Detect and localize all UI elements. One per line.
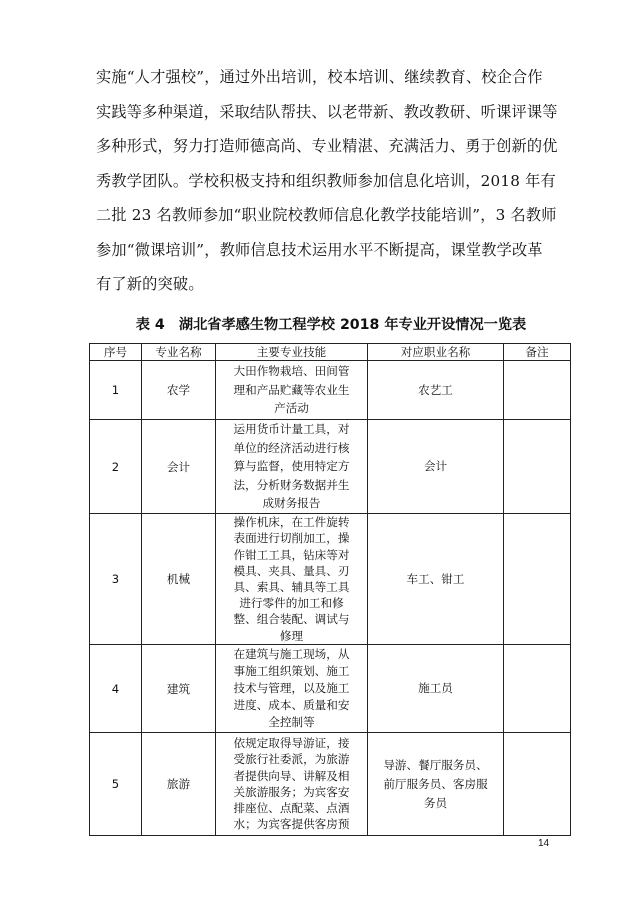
paragraph-line: 有了新的突破。 [96,275,204,293]
row-skills [216,733,368,836]
row-index: 4 [90,645,142,733]
job-line: 务员 [423,795,448,810]
row-note [504,514,571,645]
table-header-row [90,344,571,361]
table-row [90,514,571,645]
job-line: 农艺工 [418,382,453,397]
row-index: 2 [90,420,142,514]
skill-line: 进度、成本、质量和安 [233,698,350,712]
skill-line: 理和产品贮藏等农业生 [233,382,350,397]
row-note [504,361,571,420]
paragraph-line: 参加“微课培训”，教师信息技术运用水平不断提高，课堂教学改革 [96,240,543,259]
skill-line: 模具、夹具、量具、刃 [233,563,350,578]
paragraph-line: 实施“人才强校”，通过外出培训，校本培训、继续教育、校企合作 [96,68,543,86]
job-line: 导游、餐厅服务员、 [383,757,488,772]
job-line: 施工员 [418,681,453,695]
skill-line: 单位的经济活动进行核 [233,440,350,455]
skill-line: 产活动 [274,401,309,416]
majors-table [89,343,571,836]
row-job [368,361,504,420]
row-major: 建筑 [142,645,216,733]
skill-line: 事施工组织策划、施工 [233,664,350,678]
skill-line: 排座位、点配菜、点酒 [233,801,350,816]
job-line: 前厅服务员、客房服 [383,776,488,791]
row-skills [216,645,368,733]
skill-line: 大田作物栽培、田间管 [233,364,350,379]
row-skills [216,514,368,645]
skill-line: 技术与管理，以及施工 [233,681,350,695]
row-job [368,420,504,514]
table-caption: 表 4 湖北省孝感生物工程学校 2018 年专业开设情况一览表 [135,317,527,333]
skill-line: 作钳工工具，钻床等对 [233,547,350,562]
skill-line: 水；为宾客提供客房预 [233,817,350,832]
row-job [368,733,504,836]
header-major: 专业名称 [142,344,216,361]
skill-line: 成财务报告 [262,496,321,511]
job-line: 会计 [423,459,448,473]
table-row [90,645,571,733]
skill-line: 关旅游服务；为宾客安 [233,784,350,799]
row-major: 旅游 [142,733,216,836]
header-index: 序号 [90,344,142,361]
row-major: 农学 [142,361,216,420]
job-line: 车工、钳工 [406,571,465,586]
row-skills [216,361,368,420]
skill-line: 全控制等 [268,715,315,729]
header-skills: 主要专业技能 [216,344,368,361]
skill-line: 具、索具、辅具等工具 [233,580,350,594]
skill-line: 者提供向导、讲解及相 [233,768,350,783]
table-row [90,733,571,836]
table-row [90,420,571,514]
row-skills [216,420,368,514]
header-job: 对应职业名称 [368,344,504,361]
skill-line: 进行零件的加工和修 [239,596,344,611]
skill-line: 依规定取得导游证，接 [233,736,350,750]
page-number: 14 [538,838,550,849]
row-note [504,733,571,836]
skill-line: 修理 [279,628,304,643]
skill-line: 算与监督，使用特定方 [233,459,350,474]
skill-line: 表面进行切削加工，操 [233,531,350,546]
body-paragraph [96,60,566,302]
header-note: 备注 [504,344,571,361]
row-index: 5 [90,733,142,836]
table-row [90,361,571,420]
paragraph-line: 秀教学团队。学校积极支持和组织教师参加信息化培训，2018 年有 [96,171,556,190]
paragraph-line: 二批 23 名教师参加“职业院校教师信息化教学技能培训”，3 名教师 [96,206,557,224]
row-job [368,645,504,733]
row-major: 会计 [142,420,216,514]
skill-line: 操作机床，在工件旋转 [233,515,350,530]
skill-line: 受旅行社委派，为旅游 [233,752,350,767]
skill-line: 在建筑与施工现场，从 [233,647,350,661]
row-job [368,514,504,645]
row-index: 3 [90,514,142,645]
row-major: 机械 [142,514,216,645]
row-note [504,420,571,514]
skill-line: 法，分析财务数据并生 [233,477,350,492]
row-index: 1 [90,361,142,420]
row-note [504,645,571,733]
skill-line: 运用货币计量工具，对 [233,422,350,437]
skill-line: 整、组合装配、调试与 [233,612,350,627]
paragraph-line: 多种形式，努力打造师德高尚、专业精湛、充满活力、勇于创新的优 [96,137,558,155]
paragraph-line: 实践等多种渠道，采取结队帮扶、以老带新、教改教研、听课评课等 [96,102,558,121]
